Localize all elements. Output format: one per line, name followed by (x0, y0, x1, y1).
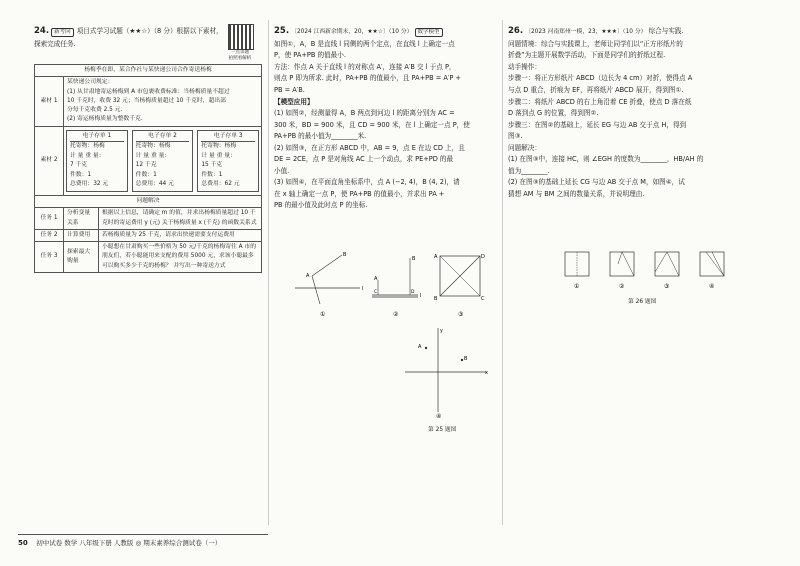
column-divider-2 (502, 20, 503, 525)
q25-item: DE = 2CE，点 P 是对角线 AC 上一个动点，求 PE+PD 的最 (274, 155, 454, 164)
order-title: 电子存单 1 (70, 132, 124, 143)
task-label: 任务 3 (35, 242, 64, 273)
svg-text:A: A (306, 273, 310, 279)
order-line: 7 千克 (70, 162, 88, 169)
q25-figure-3 (434, 254, 485, 302)
q25-item: PB 的最小值及此时点 P 的坐标. (274, 201, 368, 210)
q26-figure-1 (565, 252, 589, 276)
q25-item: (2) 如图③，在正方形 ABCD 中，AB = 9，点 E 在边 CD 上，且 (274, 143, 465, 152)
order-line: 15 千克 (201, 162, 223, 169)
order-title: 电子存单 3 (201, 132, 255, 143)
page-number: 50 (18, 539, 28, 547)
order-line: 计 量 重 量： (201, 152, 236, 159)
order-card-1 (66, 130, 128, 192)
q25-number: 25. (274, 26, 290, 36)
q26-figure-4 (700, 252, 724, 276)
q26-line: 猜想 AM 与 BM 之间的数量关系，并说明理由. (508, 189, 645, 198)
q25-figure-4 (400, 326, 490, 422)
q24-tag: 新考向 (51, 28, 74, 37)
svg-text:B: B (464, 356, 468, 362)
q25-source: 〔2024 江西新余期末，20，★★☆〕（10 分） (291, 29, 413, 35)
order-line: 12 千克 (135, 162, 157, 169)
q25-line: 方法：作点 A 关于直线 l 的对称点 A′，连接 A′B 交 l 于点 P， (274, 62, 456, 71)
q26-line: 与点 D 重合，折痕为 EF，再将纸片 ABCD 展开，得到图①. (508, 86, 684, 94)
order-line: 总费用：32 元 (70, 181, 109, 188)
q26-source: 〔2023 河南郑州一模，23，★★★〕（10 分） (525, 29, 647, 35)
order-title: 电子存单 2 (136, 132, 190, 143)
task-desc: 若杨梅质量为 25 千克，请求出快递需要支付运费用 (99, 229, 262, 241)
q25-figure-caption: 第 25 题图 (428, 427, 457, 433)
q25-item: PA+PB 的最小值为________米. (274, 132, 367, 141)
q26-line: D 落到点 G 的位置，得到图②. (508, 109, 599, 118)
svg-text:D: D (411, 290, 415, 295)
q25-line: P，使 PA+PB 的值最小. (274, 51, 346, 60)
q26-line: 值为________. (508, 166, 550, 175)
task-desc: 小聪想在甘肃购买一些价格为 50 元/千克的杨梅寄往 A 市的朋友们，若小聪能用来支配的费用 5000 元，求该小聪最多可以购买多少千克的杨梅？ 并写出一种寄送方式 (99, 242, 262, 273)
m1-content (64, 77, 262, 126)
q24-number: 24. (34, 26, 50, 36)
q26-line: 问题情境：综合与实践课上，老师让同学们以“正方形纸片的 (508, 39, 683, 48)
q25-item: (1) 如图②，经测量得 A，B 两点到河边 l 的距离分别为 AC = (274, 109, 455, 118)
m1-line: 分每千克收费 2.5 元. (67, 107, 123, 114)
m2-content (64, 126, 262, 195)
q25-item: 300 米，BD = 900 米，且 CD = 900 米，在 l 上确定一点 P，使 (274, 120, 470, 129)
order-line: 计 量 重 量： (135, 152, 171, 159)
q25-line: 则点 P 即为所求. 此时，PA+PB 的值最小，且 PA+PB = A′P + (274, 74, 461, 83)
m2-label: 素材 2 (35, 126, 64, 195)
q26-line: 步骤一：将正方形纸片 ABCD（边长为 4 cm）对折，使得点 A (508, 74, 693, 83)
svg-text:A: A (434, 254, 438, 260)
q25-line: PB = A′B. (274, 86, 305, 94)
q25-item: 在 x 轴上确定一点 P，使 PA+PB 的值最小，并求出 PA + (274, 189, 445, 198)
q26-line: (2) 在图③的基础上延长 CG 与边 AB 交于点 M，如图④，试 (508, 178, 685, 187)
task-name: 计算费用 (64, 229, 99, 241)
task-desc: 根据以上信息，请确定 m 的值，并求出杨梅质量超过 10 千克时的寄运费用 y (元) 关于杨梅质量 x (千克) 的函数关系式 (99, 208, 262, 230)
q26-figures (560, 246, 740, 294)
q25-figure-2 (372, 256, 421, 299)
q26-line: 图③. (508, 132, 523, 141)
q26-figure-2 (610, 252, 634, 276)
q26-line: (1) 在图③中，连接 HC，则 ∠EGH 的度数为________，HB/AH 的 (508, 155, 704, 164)
svg-text:D: D (481, 254, 485, 260)
q26-figure-caption: 第 26 题图 (628, 299, 657, 305)
column-divider-1 (268, 20, 269, 525)
q26-text (508, 24, 770, 200)
m1-line: 某快递公司规定： (67, 79, 114, 86)
q25-figure-1 (295, 252, 363, 304)
m1-label: 素材 1 (35, 77, 64, 126)
q24-intro-line1: 项目式学习试题（★★☆）（8 分）根据以下素材， (76, 27, 223, 35)
m1-line: 10 千克时，收费 32 元；当杨梅质量超过 10 千克时，超出部 (67, 97, 226, 104)
page-footer (18, 538, 221, 547)
q24-table-title: 杨梅季在即，某合作社与某快递公司合作寄送杨梅 (35, 65, 262, 77)
q25-fig-label: ③ (458, 311, 464, 318)
q26-number: 26. (508, 26, 524, 36)
svg-text:l: l (420, 293, 422, 299)
q25-model-title: 【模型应用】 (274, 97, 314, 106)
q25-text (274, 24, 500, 212)
footer-text: 初中试卷 数学 八年级下册 人教版 ◎ 期末素养综合测试卷（一） (36, 539, 222, 547)
order-line: 托寄物：杨梅 (135, 143, 171, 150)
order-line: 托寄物：杨梅 (70, 143, 105, 150)
q24-intro-line2: 探索完成任务. (34, 39, 76, 48)
svg-text:l: l (362, 286, 364, 292)
task-name: 探索最大购量 (64, 242, 99, 273)
svg-text:y: y (440, 328, 443, 334)
q24-intro (34, 24, 224, 50)
task-label: 任务 2 (35, 229, 64, 241)
q26-line: 步骤三：在图②的基础上，延长 EG 与边 AB 交于点 H，得到 (508, 120, 687, 129)
order-line: 总费用：62 元 (201, 181, 240, 188)
q26-source-tail: 综合与实践. (648, 27, 684, 35)
svg-text:A: A (418, 344, 422, 350)
q25-item: 小值. (274, 166, 290, 175)
q26-fig-label: ① (574, 283, 580, 290)
svg-text:x: x (485, 370, 488, 376)
q25-figures (290, 250, 500, 322)
q25-fig-label: ① (320, 311, 326, 318)
svg-text:B: B (343, 252, 347, 258)
order-line: 件数：1 (135, 171, 157, 178)
order-line: 件数：1 (201, 171, 223, 178)
order-line: 总费用：44 元 (135, 181, 174, 188)
svg-text:C: C (481, 296, 485, 302)
order-line: 件数：1 (70, 171, 92, 178)
qr-code-icon (228, 24, 254, 50)
order-card-2 (132, 130, 194, 192)
qr-caption-2: 拍照看解析 (228, 55, 252, 61)
order-line: 计 量 重 量： (70, 152, 105, 159)
q25-fig-label: ② (393, 311, 399, 318)
q26-line: 动手操作： (508, 62, 541, 71)
q26-fig-label: ② (619, 283, 625, 290)
qr-caption (222, 50, 258, 62)
task-label: 任务 1 (35, 208, 64, 230)
q25-tag: 数学模型 (415, 28, 443, 37)
svg-text:B: B (412, 256, 416, 262)
q25-item: (3) 如图④，在平面直角坐标系中，点 A (−2, 4)，B (4, 2)，请 (274, 178, 460, 187)
q26-line: 问题解决： (508, 143, 541, 152)
solve-title: 问题解决 (35, 195, 262, 207)
q26-line: 步骤二：将纸片 ABCD 的右上角沿着 CE 折叠，使点 D 落在纸 (508, 97, 692, 106)
task-name: 分析变量关系 (64, 208, 99, 230)
m1-line: (1) 从甘肃地寄运杨梅到 A 市包裹收费标准：当杨梅质量不超过 (67, 88, 230, 95)
footer-rule (18, 534, 268, 535)
svg-text:A: A (374, 276, 378, 282)
svg-text:B: B (434, 296, 438, 302)
q26-fig-label: ④ (709, 283, 715, 290)
m1-line: (2) 寄运杨梅质量为整数千克. (67, 116, 143, 123)
q25-fig-label: ④ (436, 413, 442, 420)
order-line: 托寄物：杨梅 (201, 143, 237, 150)
q26-figure-3 (655, 252, 679, 276)
svg-text:C: C (374, 290, 378, 295)
q26-line: 折叠”为主题开展数学活动，下面是同学们的折纸过程. (508, 51, 666, 60)
q26-fig-label: ③ (664, 283, 670, 290)
q25-line: 如图①，A，B 是直线 l 同侧的两个定点，在直线 l 上确定一点 (274, 39, 455, 48)
q24-table (34, 64, 262, 273)
qr-caption-1: 一点杀题 (231, 50, 249, 55)
order-card-3 (197, 130, 259, 192)
